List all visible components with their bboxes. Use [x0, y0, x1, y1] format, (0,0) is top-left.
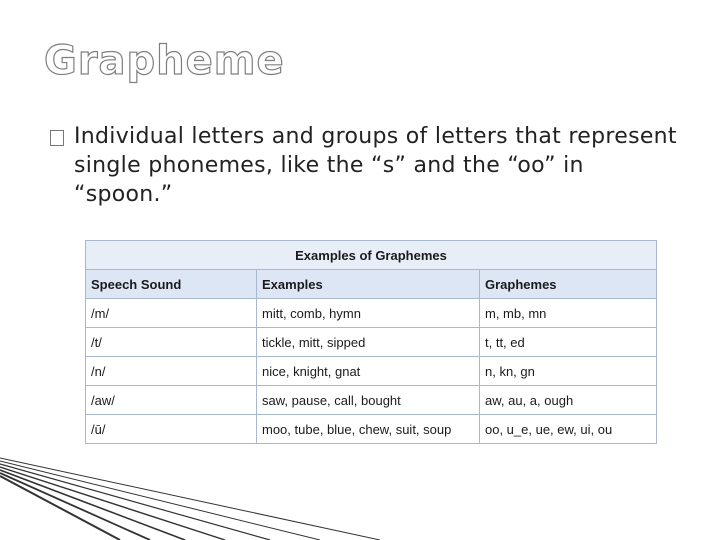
examples-cell: tickle, mitt, sipped: [257, 328, 480, 357]
speech-sound-cell: /ū/: [86, 415, 257, 444]
graphemes-cell: t, tt, ed: [480, 328, 657, 357]
table-row: [86, 415, 657, 444]
slide-title: Grapheme: [44, 38, 285, 84]
graphemes-table: [85, 240, 657, 444]
graphemes-cell: m, mb, mn: [480, 299, 657, 328]
graphemes-cell: aw, au, a, ough: [480, 386, 657, 415]
bullet-box-icon: [50, 130, 64, 146]
table-row: [86, 357, 657, 386]
speech-sound-cell: /n/: [86, 357, 257, 386]
examples-cell: saw, pause, call, bought: [257, 386, 480, 415]
speech-sound-cell: /m/: [86, 299, 257, 328]
bullet-item: [50, 122, 680, 209]
table-row: [86, 328, 657, 357]
speech-sound-cell: /aw/: [86, 386, 257, 415]
column-header-speech-sound: Speech Sound: [86, 270, 257, 299]
column-header-graphemes: Graphemes: [480, 270, 657, 299]
speech-sound-cell: /t/: [86, 328, 257, 357]
table-row: [86, 299, 657, 328]
examples-cell: mitt, comb, hymn: [257, 299, 480, 328]
examples-cell: nice, knight, gnat: [257, 357, 480, 386]
table-header-row: [86, 270, 657, 299]
bullet-text: Individual letters and groups of letters that represent single phonemes, like the “s” and the “oo” in “spoon.”: [74, 124, 677, 207]
table-row: [86, 386, 657, 415]
column-header-examples: Examples: [257, 270, 480, 299]
graphemes-cell: oo, u_e, ue, ew, ui, ou: [480, 415, 657, 444]
graphemes-cell: n, kn, gn: [480, 357, 657, 386]
table-caption-row: [86, 241, 657, 270]
table-caption: Examples of Graphemes: [86, 241, 657, 270]
decorative-swoosh-lines: [0, 450, 380, 540]
examples-cell: moo, tube, blue, chew, suit, soup: [257, 415, 480, 444]
